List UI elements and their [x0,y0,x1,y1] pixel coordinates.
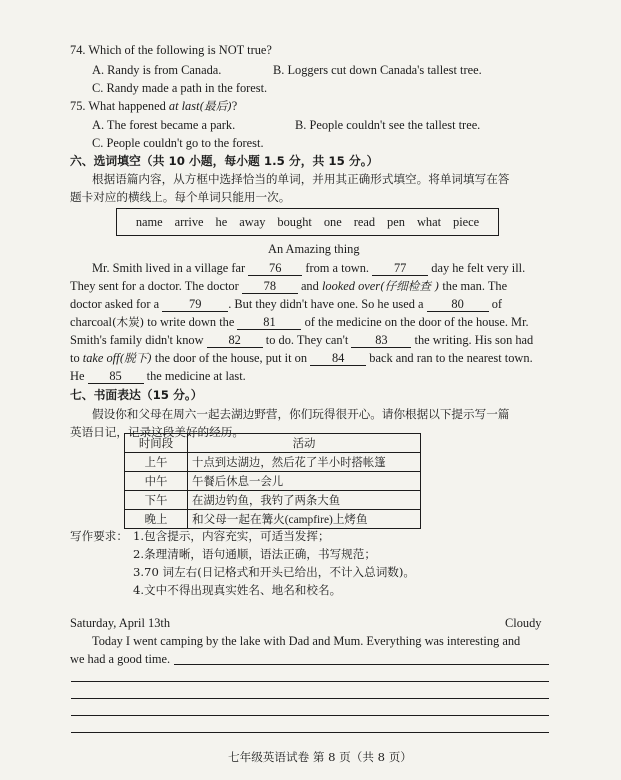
word-bank-word: what [416,214,442,229]
passage-title: An Amazing thing [268,242,360,256]
blank-83: 83 [351,334,411,348]
schedule-time: 上午 [125,453,188,472]
option-75c: C. People couldn't go to the forest. [92,136,264,150]
word-bank-word: pen [387,214,405,229]
word-bank-word: bought [277,214,312,229]
passage-line-4: charcoal(木炭) to write down the 81 of the medicine on the door of the house. Mr. [70,315,529,329]
blank-82: 82 [207,334,263,348]
schedule-activity: 十点到达湖边，然后花了半小时搭帐篷 [188,453,421,472]
schedule-header-row [125,434,421,453]
table-row [125,453,421,472]
table-row [125,510,421,529]
schedule-activity: 在湖边钓鱼，我钓了两条大鱼 [188,491,421,510]
passage-line-2: They sent for a doctor. The doctor 78 and looked over(仔细检查 ) the man. The [70,279,508,293]
question-75: 75. What happened at last(最后)? [70,99,238,113]
option-74c: C. Randy made a path in the forest. [92,81,268,95]
blank-79: 79 [162,298,228,312]
table-row [125,491,421,510]
word-bank-word: read [353,214,376,229]
writing-requirement-4: 4.文中不得出现真实姓名、地名和校名。 [133,583,342,597]
diary-line-1: Today I went camping by the lake with Dad and Mum. Everything was interesting and [92,634,521,648]
word-bank-word: one [323,214,342,229]
schedule-header-time: 时间段 [125,434,188,453]
section-7-instruction-1: 假设你和父母在周六一起去湖边野营，你们玩得很开心。请你根据以下提示写一篇 [92,407,510,421]
option-74a: A. Randy is from Canada. [92,63,222,77]
section-7-heading: 七、书面表达（15 分。） [70,388,203,402]
page-footer: 七年级英语试卷 第 8 页（共 8 页） [228,750,412,764]
section-6-instruction-2: 题卡对应的横线上。每个单词只能用一次。 [70,190,291,204]
diary-weather: Cloudy [505,616,542,630]
word-bank-word: away [239,214,266,229]
schedule-time: 中午 [125,472,188,491]
passage-line-1: Mr. Smith lived in a village far 76 from a town. 77 day he felt very ill. [92,261,526,275]
writing-line[interactable] [71,698,549,699]
table-row [125,472,421,491]
option-75a: A. The forest became a park. [92,118,236,132]
writing-line[interactable] [174,664,549,665]
schedule-activity: 午餐后休息一会儿 [188,472,421,491]
passage-line-7: He 85 the medicine at last. [70,369,246,383]
schedule-time: 下午 [125,491,188,510]
writing-requirement-2: 2.条理清晰，语句通顺，语法正确，书写规范； [133,547,376,561]
writing-requirement-3: 3.70 词左右(日记格式和开头已给出，不计入总词数)。 [133,565,416,579]
passage-line-3: doctor asked for a 79 . But they didn't have one. So he used a 80 of [70,297,503,311]
schedule-header-activity: 活动 [188,434,421,453]
word-bank-word: piece [453,214,480,229]
option-74b: B. Loggers cut down Canada's tallest tree. [273,63,482,77]
writing-line[interactable] [71,681,549,682]
blank-85: 85 [88,370,144,384]
question-74: 74. Which of the following is NOT true? [70,43,272,57]
writing-line[interactable] [71,732,549,733]
word-bank-word: arrive [174,214,204,229]
writing-requirements-label: 写作要求： [70,529,128,543]
blank-81: 81 [237,316,301,330]
word-bank-box [116,208,499,236]
section-7-instruction-2: 英语日记，记录这段美好的经历。 [70,425,244,439]
blank-80: 80 [427,298,489,312]
section-6-instruction-1: 根据语篇内容，从方框中选择恰当的单词，并用其正确形式填空。将单词填写在答 [92,172,510,186]
option-75b: B. People couldn't see the tallest tree. [295,118,481,132]
passage-line-5: Smith's family didn't know 82 to do. They can't 83 the writing. His son had [70,333,534,347]
section-6-heading: 六、选词填空（共 10 小题，每小题 1.5 分，共 15 分。） [70,154,379,168]
word-bank-word: he [215,214,228,229]
blank-76: 76 [248,262,302,276]
blank-78: 78 [242,280,298,294]
schedule-activity: 和父母一起在篝火(campfire)上烤鱼 [188,510,421,529]
passage-line-6: to take off(脱下) the door of the house, put it on 84 back and ran to the nearest town. [70,351,533,365]
schedule-table [124,433,421,529]
diary-line-2: we had a good time. [70,652,171,666]
diary-date: Saturday, April 13th [70,616,171,630]
word-bank-word: name [135,214,163,229]
writing-line[interactable] [71,715,549,716]
writing-requirement-1: 1.包含提示，内容充实，可适当发挥； [133,529,330,543]
blank-84: 84 [310,352,366,366]
schedule-time: 晚上 [125,510,188,529]
blank-77: 77 [372,262,428,276]
